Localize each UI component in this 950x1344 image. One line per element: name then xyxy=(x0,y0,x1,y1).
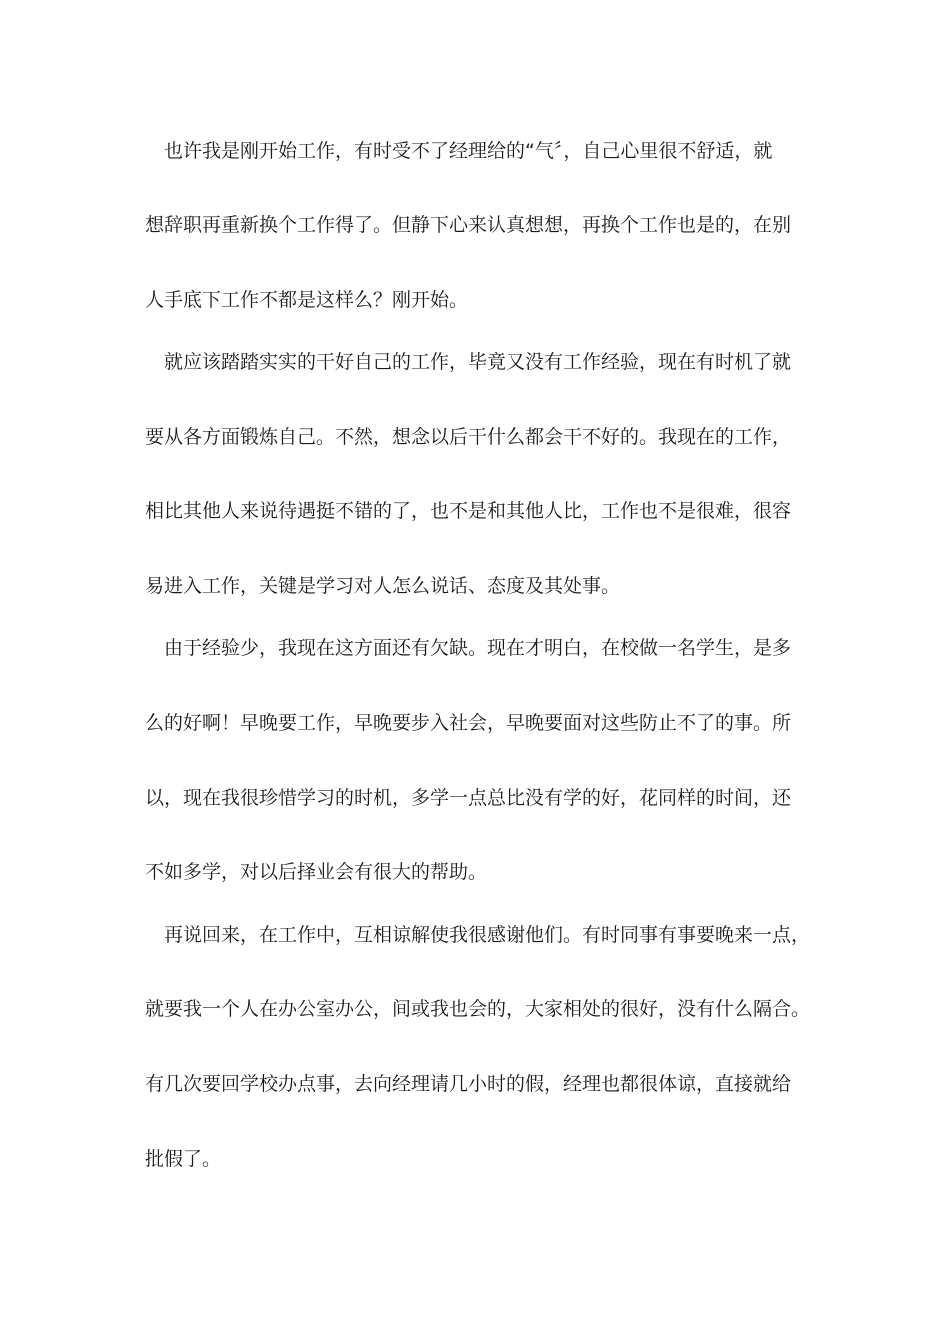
paragraph-4-line-3: 有几次要回学校办点事，去向经理请几小时的假，经理也都很体谅，直接就给 xyxy=(145,1073,792,1095)
paragraph-1-line-3: 人手底下工作不都是这样么？刚开始。 xyxy=(145,289,469,311)
paragraph-4-line-1: 再说回来，在工作中，互相谅解使我很感谢他们。有时同事有事要晚来一点， xyxy=(164,924,811,946)
paragraph-3-line-4: 不如多学，对以后择业会有很大的帮助。 xyxy=(145,861,488,883)
paragraph-4-line-4: 批假了。 xyxy=(145,1148,222,1170)
paragraph-1-line-2: 想辞职再重新换个工作得了。但静下心来认真想想，再换个工作也是的，在别 xyxy=(145,214,792,236)
paragraph-2-line-2: 要从各方面锻炼自己。不然，想念以后干什么都会干不好的。我现在的工作， xyxy=(145,426,792,448)
paragraph-3-line-3: 以，现在我很珍惜学习的时机，多学一点总比没有学的好，花同样的时间，还 xyxy=(145,787,792,809)
paragraph-2-line-1: 就应该踏踏实实的干好自己的工作，毕竟又没有工作经验，现在有时机了就 xyxy=(164,351,792,373)
paragraph-1-line-1: 也许我是刚开始工作，有时受不了经理给的“气〞，自己心里很不舒适，就 xyxy=(164,140,773,162)
paragraph-2-line-4: 易进入工作，关键是学习对人怎么说话、态度及其处事。 xyxy=(145,575,621,597)
paragraph-3-line-2: 么的好啊！早晚要工作，早晚要步入社会，早晚要面对这些防止不了的事。所 xyxy=(145,712,792,734)
paragraph-2-line-3: 相比其他人来说待遇挺不错的了，也不是和其他人比，工作也不是很难，很容 xyxy=(145,500,792,522)
paragraph-3-line-1: 由于经验少，我现在这方面还有欠缺。现在才明白，在校做一名学生，是多 xyxy=(164,637,792,659)
paragraph-4-line-2: 就要我一个人在办公室办公，间或我也会的，大家相处的很好，没有什么隔合。 xyxy=(145,998,811,1020)
